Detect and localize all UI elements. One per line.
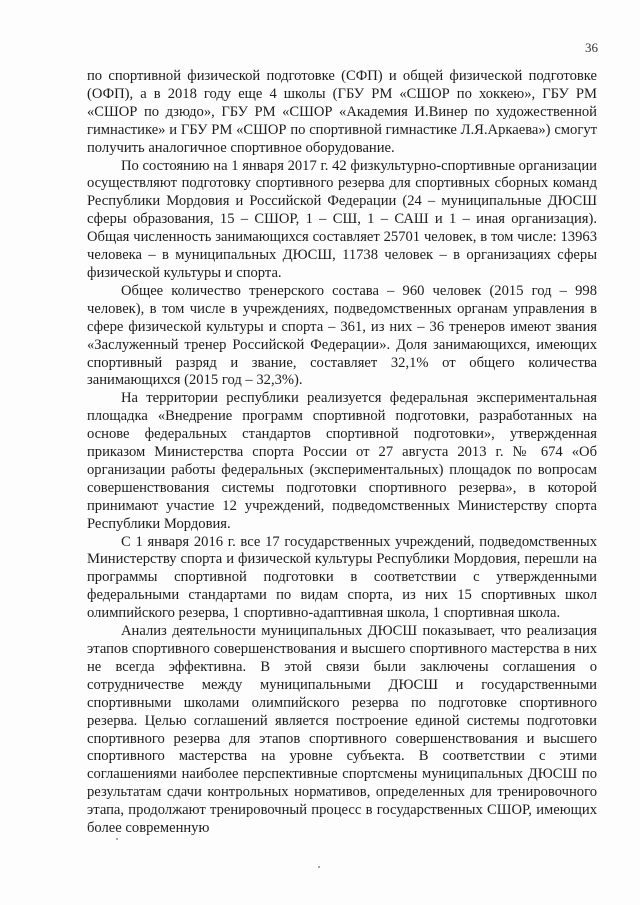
paragraph-federal-standards: С 1 января 2016 г. все 17 государственных учреждений, подведомственных Министерству спорта и физической культуры Республики Мордовия, перешли на программы спортивной подготовки в соответствии с утвержденными федеральными стандартами по видам спорта, из них 15 спортивных школ олимпийского резерва, 1 спортивно-адаптивная школа, 1 спортивная школа.	[87, 533, 597, 622]
paragraph-experimental-site: На территории республики реализуется федеральная экспериментальная площадка «Внедрение программ спортивной подготовки, разработанных на основе федеральных стандартов спортивной подготовки», утвержденная приказом Министерства спорта России от 27 августа 2013 г. № 674 «Об организации работы федеральных (экспериментальных) площадок по вопросам совершенствования системы подготовки спортивного резерва», в которой принимают участие 12 учреждений, подведомственных Министерству спорта Республики Мордовия.	[87, 390, 597, 532]
scan-speck	[116, 838, 118, 840]
scan-speck	[318, 866, 320, 868]
paragraph-dyush-analysis: Анализ деятельности муниципальных ДЮСШ показывает, что реализация этапов спортивного совершенствования и высшего спортивного мастерства в них не всегда эффективна. В этой связи были заключены соглашения о сотрудничестве между муниципальными ДЮСШ и государственными спортивными школами олимпийского резерва по подготовке спортивного резерва. Целью соглашений является построение единой системы подготовки спортивного резерва для этапов спортивного совершенствования и высшего спортивного мастерства на уровне субъекта. В соответствии с этими соглашениями наиболее перспективные спортсмены муниципальных ДЮСШ по результатам сдачи контрольных нормативов, определенных для тренировочного этапа, продолжают тренировочный процесс в государственных СШОР, имеющих более современную	[87, 623, 597, 837]
paragraph-continuation: по спортивной физической подготовке (СФП) и общей физической подготовке (ОФП), а в 2018 году еще 4 школы (ГБУ РМ «СШОР по хоккею», ГБУ РМ «СШОР по дзюдо», ГБУ РМ «СШОР «Академия И.Винер по художественной гимнастике» и ГБУ РМ «СШОР по спортивной гимнастике Л.Я.Аркаева») смогут получить аналогичное спортивное оборудование.	[87, 68, 597, 156]
body-text	[87, 68, 597, 838]
paragraph-organizations: По состоянию на 1 января 2017 г. 42 физкультурно-спортивные организации осуществляют подготовку спортивного резерва для спортивных сборных команд Республики Мордовия и Российской Федерации (24 – муниципальные ДЮСШ сферы образования, 15 – СШОР, 1 – СШ, 1 – САШ и 1 – иная организация). Общая численность занимающихся составляет 25701 человек, в том числе: 13963 человека – в муниципальных ДЮСШ, 11738 человек – в организациях сферы физической культуры и спорта.	[87, 157, 597, 281]
paragraph-coaches: Общее количество тренерского состава – 960 человек (2015 год – 998 человек), в том числе в учреждениях, подведомственных органам управления в сфере физической культуры и спорта – 361, из них – 36 тренеров имеют звания «Заслуженный тренер Российской Федерации». Доля занимающихся, имеющих спортивный разряд и звание, составляет 32,1% от общего количества занимающихся (2015 год – 32,3%).	[87, 282, 597, 389]
page-number: 36	[585, 40, 598, 55]
